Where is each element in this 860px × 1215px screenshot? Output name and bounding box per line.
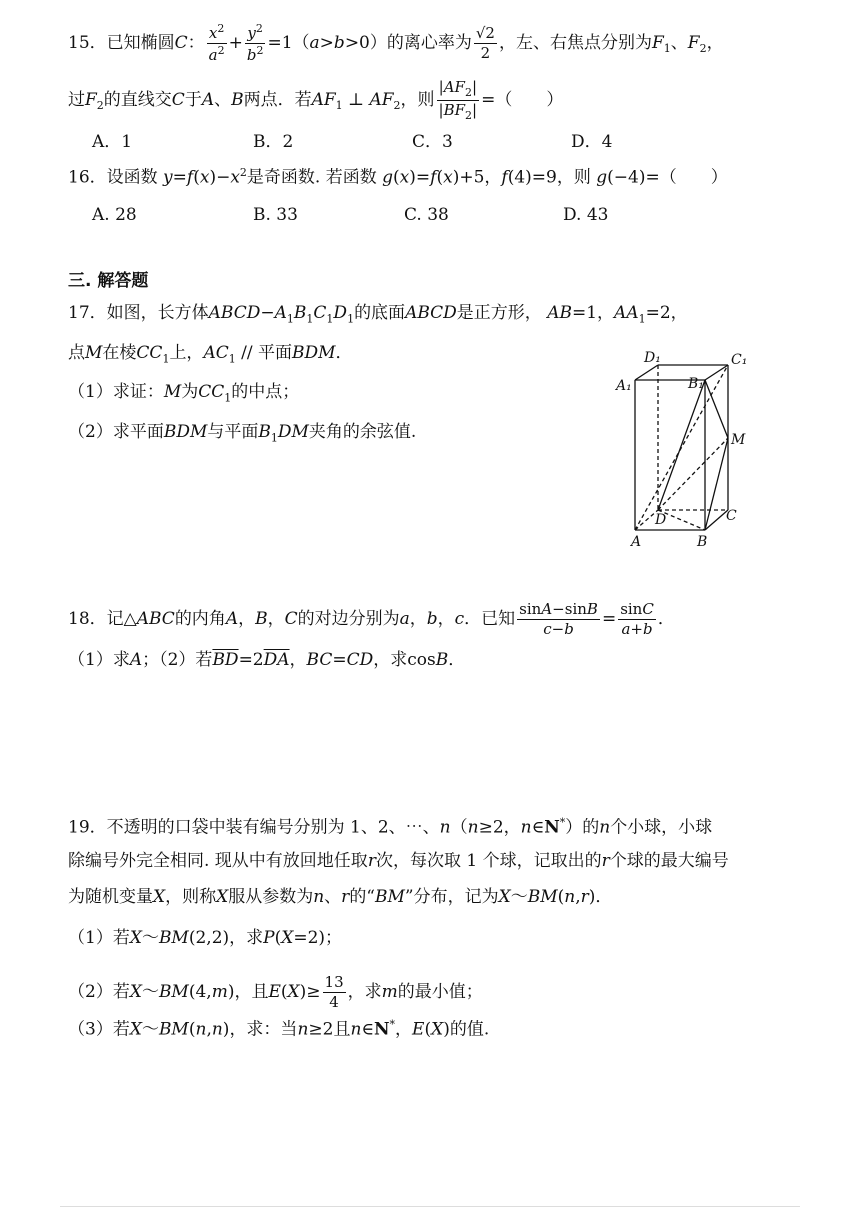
q18-text: 的内角 xyxy=(174,608,226,629)
q17-text: 在棱 xyxy=(102,343,137,363)
fraction: $\frac{13}{4}$ xyxy=(324,973,344,1011)
q17-text: 17．如图，长方体 xyxy=(68,303,209,323)
q17-text: （2）求平面 xyxy=(68,422,164,442)
q16-option-d[interactable]: D. 43 xyxy=(563,205,609,225)
label-C1: C₁ xyxy=(731,352,748,368)
edge xyxy=(705,380,728,438)
q19-text: ，求：当 xyxy=(229,1019,298,1040)
label-D: D xyxy=(655,512,667,528)
q17-part1: （1）求证：M为$CC_1$的中点； xyxy=(68,382,300,405)
q19-text: ”分布，记为 xyxy=(404,887,499,907)
q19-part2: （2）若X～BM(4,m)，且E(X)≥ $\frac{13}{4}$ ，求m的最小值； xyxy=(68,973,483,1011)
edge xyxy=(705,365,728,380)
edge xyxy=(705,438,728,530)
label-A1: A₁ xyxy=(616,378,632,394)
q19-text: 的“ xyxy=(349,887,376,907)
q16-text: ，则 xyxy=(556,167,591,188)
q18-line1: 18．记△ABC的内角A，B，C的对边分别为a，b，c．已知 $\frac{\sin A-\sin B}{c-b}$ = $\frac{\sin C}{a+b}$ ． xyxy=(68,600,675,638)
q15-text: 的离心率为 xyxy=(386,32,472,53)
q15-text: 过 xyxy=(68,89,85,110)
q15-text: ，则 xyxy=(400,89,435,110)
q19-text: （2）若 xyxy=(68,981,130,1002)
q19-text: 除编号外完全相同. 现从中有放回地任取 xyxy=(68,851,368,871)
q19-part3: （3）若X～BM(n,n)，求：当n≥2且n∈N*，E(X)的值. xyxy=(68,1018,490,1040)
q15-text: 两点．若 xyxy=(243,89,312,110)
q17-text: 点 xyxy=(68,343,85,363)
q19-text: （1）若 xyxy=(68,928,130,948)
q19-text: 服从参数为 xyxy=(228,887,314,907)
edge xyxy=(658,380,705,510)
q17-text: 为 xyxy=(181,382,199,402)
edge xyxy=(705,510,728,530)
q18-line2: （1）求A；（2）若$\overline{BD}=2\overline{DA}$，BC=CD，求cosB． xyxy=(68,650,466,670)
q16-option-c[interactable]: C. 38 xyxy=(404,205,449,225)
page-bottom-divider xyxy=(60,1206,800,1207)
q16-text: 16．设函数 xyxy=(68,167,158,188)
q17-text: 夹角的余弦值. xyxy=(308,422,417,442)
label-D1: D₁ xyxy=(644,350,661,366)
q17-text: // 平面 xyxy=(241,343,292,363)
label-C: C xyxy=(726,508,737,524)
q18-text: ；（2）若 xyxy=(142,650,213,670)
q16-text: 是奇函数. 若函数 xyxy=(246,167,377,188)
q19-part1: （1）若X～BM(2,2)，求P(X=2)； xyxy=(68,928,343,948)
q19-line3: 为随机变量X，则称X服从参数为n、r的“BM”分布，记为X～BM(n,r)． xyxy=(68,887,613,907)
q18-text: ，求 xyxy=(373,650,408,670)
q15-option-a[interactable]: A．1 xyxy=(92,132,133,152)
q19-text: 个小球，小球 xyxy=(610,817,713,838)
q15-text: 15．已知椭圆 xyxy=(68,32,175,53)
label-B1: B₁ xyxy=(688,376,704,392)
q19-text: ，则称 xyxy=(165,887,217,907)
q17-text: 的底面 xyxy=(354,303,406,323)
label-A: A xyxy=(631,534,642,550)
q15-option-d[interactable]: D．4 xyxy=(571,132,613,152)
q19-text: ， xyxy=(395,1019,413,1040)
q15-text: 的直线交 xyxy=(103,89,172,110)
section-title: 三. 解答题 xyxy=(68,271,149,291)
label-B: B xyxy=(697,534,708,550)
q19-text: ，求 xyxy=(229,928,264,948)
q17-text: 是正方形， xyxy=(456,303,542,323)
edge xyxy=(635,365,658,380)
q15-line2: 过$F_2$的直线交C于A、B两点．若$AF_1$ ⊥ $AF_2$，则 $\frac{|AF_2|}{|BF_2|}$ =（ ） xyxy=(68,78,564,122)
fraction: $\frac{\sin C}{a+b}$ xyxy=(620,600,654,638)
q17-text: 上， xyxy=(169,343,204,363)
q19-text: 的 xyxy=(582,817,600,838)
q19-line1: 19．不透明的口袋中装有编号分别为 1、2、⋯、n（n≥2，n∈N*）的n个小球，小球 xyxy=(68,816,713,838)
q17-line2: 点M在棱$CC_1$上，$AC_1$ // 平面BDM． xyxy=(68,343,353,366)
q15-line1: 15．已知椭圆C： $\frac{x^2}{a^2}$ + $\frac{y^2}{b^2}$ =1（a>b>0）的离心率为 $\frac{√2}{2}$ ，左、右焦点分别为$F_1$、$F_2$， xyxy=(68,22,724,64)
q19-text: （3）若 xyxy=(68,1019,130,1040)
q19-line2: 除编号外完全相同. 现从中有放回地任取r次，每次取 1 个球，记取出的r个球的最大编号 xyxy=(68,851,729,871)
q15-text: 于 xyxy=(184,89,202,110)
q19-text: 19．不透明的口袋中装有编号分别为 1、2、⋯、 xyxy=(68,817,440,838)
fraction: $\frac{√2}{2}$ xyxy=(475,24,495,62)
q18-text: 的对边分别为 xyxy=(297,608,400,629)
q19-text: 为随机变量 xyxy=(68,887,153,907)
q15-text: ，左、右焦点分别为 xyxy=(498,32,652,53)
q19-text: 的值. xyxy=(449,1019,490,1040)
q15-text: =（ ） xyxy=(481,89,564,110)
label-M: M xyxy=(731,432,746,448)
q17-line1: 17．如图，长方体$ABCD-A_1B_1C_1D_1$的底面ABCD是正方形， AB=1，$AA_1=2$， xyxy=(68,303,688,326)
fraction: $\frac{|AF_2|}{|BF_2|}$ xyxy=(438,78,478,122)
q17-text: （1）求证： xyxy=(68,382,164,402)
q15-option-c[interactable]: C．3 xyxy=(412,132,453,152)
q18-text: ．已知 xyxy=(464,608,516,629)
q17-part2: （2）求平面BDM与平面$B_1DM$夹角的余弦值. xyxy=(68,422,417,445)
q19-text: 且 xyxy=(333,1019,351,1040)
q16-line: 16．设函数 $y=f(x)-x^2$是奇函数. 若函数 g(x)=f(x)+5，f(4)=9，则 g(−4)=（ ） xyxy=(68,166,728,188)
fraction: $\frac{y^2}{b^2}$ xyxy=(246,22,264,64)
cuboid-figure xyxy=(610,350,760,550)
q16-option-b[interactable]: B. 33 xyxy=(253,205,298,225)
hidden-edge xyxy=(658,438,728,510)
q19-text: 的最小值； xyxy=(397,981,483,1002)
q17-text: 的中点； xyxy=(231,382,300,402)
fraction: $\frac{x^2}{a^2}$ xyxy=(208,22,225,64)
q16-option-a[interactable]: A. 28 xyxy=(92,205,137,225)
q19-text: ，且 xyxy=(234,981,269,1002)
q17-text: 与平面 xyxy=(207,422,259,442)
hidden-edge xyxy=(635,365,728,530)
q15-option-b[interactable]: B．2 xyxy=(253,132,294,152)
q18-text: （1）求 xyxy=(68,650,130,670)
q19-text: 个球的最大编号 xyxy=(609,851,729,871)
q19-text: ，求 xyxy=(347,981,382,1002)
q18-text: 18．记△ xyxy=(68,608,137,629)
fraction: $\frac{\sin A-\sin B}{c-b}$ xyxy=(519,600,598,638)
q19-text: 次，每次取 1 个球，记取出的 xyxy=(375,851,602,871)
q16-text: （ ） xyxy=(659,167,728,188)
